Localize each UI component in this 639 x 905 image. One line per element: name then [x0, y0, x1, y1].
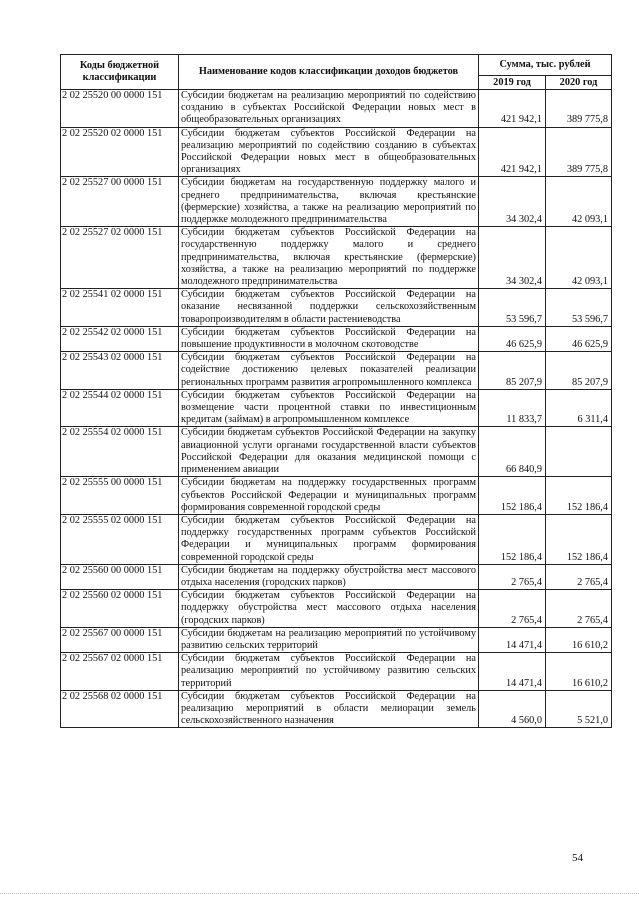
row-name: Субсидии бюджетам на реализацию мероприятий по устойчивому развитию сельских территорий: [179, 627, 479, 652]
row-value-2019: 53 596,7: [479, 289, 546, 327]
header-year-2019: 2019 год: [479, 76, 546, 90]
header-codes: [61, 55, 179, 90]
row-value-2019: 85 207,9: [479, 352, 546, 390]
table-row: [61, 227, 612, 289]
row-value-2019: 11 833,7: [479, 389, 546, 427]
table-row: [61, 590, 612, 628]
row-value-2020: 152 186,4: [546, 477, 612, 515]
page-number: 54: [572, 852, 583, 864]
table-row: [61, 326, 612, 351]
budget-table-container: [60, 54, 611, 728]
row-name: Субсидии бюджетам субъектов Российской Федерации на поддержку государственных программ субъектов Российской Федерации и муниципальных программ формирования современной городской среды: [179, 514, 479, 564]
row-value-2019: 152 186,4: [479, 514, 546, 564]
row-name: Субсидии бюджетам субъектов Российской Федерации на содействие достижению целевых показателей реализации региональных программ развития агропромышленного комплекса: [179, 352, 479, 390]
table-row: [61, 177, 612, 227]
header-name: Наименование кодов классификации доходов бюджетов: [179, 55, 479, 90]
row-value-2020: 152 186,4: [546, 514, 612, 564]
row-code: 2 02 25560 02 0000 151: [61, 590, 179, 628]
row-name: Субсидии бюджетам на поддержку государственных программ субъектов Российской Федерации и муниципальных программ формирования современной городской среды: [179, 477, 479, 515]
row-code: 2 02 25541 02 0000 151: [61, 289, 179, 327]
row-name: Субсидии бюджетам на государственную поддержку малого и среднего предпринимательства, включая крестьянские (фермерские) хозяйства, а также на реализацию мероприятий по поддержке молодежного предпринимательства: [179, 177, 479, 227]
row-value-2020: 6 311,4: [546, 389, 612, 427]
table-row: [61, 477, 612, 515]
row-name: Субсидии бюджетам субъектов Российской Федерации на государственную поддержку малого и среднего предпринимательства, включая крестьянские (фермерские) хозяйства, а также на реализацию мероприятий по поддержке молодежного предпринимательства: [179, 227, 479, 289]
row-value-2019: 4 560,0: [479, 690, 546, 728]
row-code: 2 02 25567 02 0000 151: [61, 653, 179, 691]
header-codes-line2: классификации: [82, 72, 157, 83]
row-value-2020: 16 610,2: [546, 653, 612, 691]
row-name: Субсидии бюджетам на реализацию мероприятий по содействию созданию в субъектах Российской Федерации новых мест в общеобразовательных организациях: [179, 90, 479, 128]
row-value-2020: 42 093,1: [546, 177, 612, 227]
table-row: [61, 90, 612, 128]
row-code: 2 02 25560 00 0000 151: [61, 564, 179, 589]
row-name: Субсидии бюджетам субъектов Российской Федерации на возмещение части процентной ставки по инвестиционным кредитам (займам) в агропромышленном комплексе: [179, 389, 479, 427]
row-code: 2 02 25544 02 0000 151: [61, 389, 179, 427]
header-codes-line1: Коды бюджетной: [79, 60, 160, 71]
row-value-2020: 85 207,9: [546, 352, 612, 390]
row-name: Субсидии бюджетам на поддержку обустройства мест массового отдыха населения (городских парков): [179, 564, 479, 589]
row-code: 2 02 25555 02 0000 151: [61, 514, 179, 564]
header-sum: Сумма, тыс. рублей: [479, 55, 612, 76]
row-code: 2 02 25527 00 0000 151: [61, 177, 179, 227]
row-value-2020: [546, 427, 612, 477]
row-code: 2 02 25543 02 0000 151: [61, 352, 179, 390]
table-row: [61, 389, 612, 427]
row-code: 2 02 25542 02 0000 151: [61, 326, 179, 351]
row-code: 2 02 25527 02 0000 151: [61, 227, 179, 289]
row-value-2019: 2 765,4: [479, 564, 546, 589]
table-row: [61, 564, 612, 589]
row-name: Субсидии бюджетам субъектов Российской Федерации на оказание несвязанной поддержки сельскохозяйственным товаропроизводителям в области растениеводства: [179, 289, 479, 327]
row-value-2020: 389 775,8: [546, 90, 612, 128]
table-row: [61, 690, 612, 728]
row-value-2020: 53 596,7: [546, 289, 612, 327]
row-value-2020: 2 765,4: [546, 590, 612, 628]
row-code: 2 02 25520 00 0000 151: [61, 90, 179, 128]
row-value-2019: 14 471,4: [479, 627, 546, 652]
row-value-2019: 152 186,4: [479, 477, 546, 515]
table-row: [61, 427, 612, 477]
header-year-2020: 2020 год: [546, 76, 612, 90]
row-value-2019: 46 625,9: [479, 326, 546, 351]
row-value-2019: 14 471,4: [479, 653, 546, 691]
table-row: [61, 653, 612, 691]
row-name: Субсидии бюджетам субъектов Российской Федерации на закупку авиационной услуги органами государственной власти субъектов Российской Федерации для оказания медицинской помощи с применением авиации: [179, 427, 479, 477]
table-body: [61, 90, 612, 728]
row-name: Субсидии бюджетам субъектов Российской Федерации на повышение продуктивности в молочном скотоводстве: [179, 326, 479, 351]
row-value-2019: 34 302,4: [479, 177, 546, 227]
table-row: [61, 127, 612, 177]
row-value-2020: 42 093,1: [546, 227, 612, 289]
table-row: [61, 289, 612, 327]
row-value-2019: 34 302,4: [479, 227, 546, 289]
row-value-2019: 2 765,4: [479, 590, 546, 628]
row-value-2019: 66 840,9: [479, 427, 546, 477]
table-row: [61, 352, 612, 390]
row-value-2019: 421 942,1: [479, 127, 546, 177]
row-value-2020: 2 765,4: [546, 564, 612, 589]
row-value-2020: 46 625,9: [546, 326, 612, 351]
budget-classification-table: [60, 54, 612, 728]
row-code: 2 02 25567 00 0000 151: [61, 627, 179, 652]
row-code: 2 02 25555 00 0000 151: [61, 477, 179, 515]
scan-edge-line: [0, 893, 639, 894]
table-row: [61, 627, 612, 652]
row-code: 2 02 25554 02 0000 151: [61, 427, 179, 477]
row-value-2020: 16 610,2: [546, 627, 612, 652]
table-row: [61, 514, 612, 564]
row-value-2020: 5 521,0: [546, 690, 612, 728]
row-code: 2 02 25520 02 0000 151: [61, 127, 179, 177]
row-code: 2 02 25568 02 0000 151: [61, 690, 179, 728]
row-name: Субсидии бюджетам субъектов Российской Федерации на поддержку обустройства мест массового отдыха населения (городских парков): [179, 590, 479, 628]
row-value-2019: 421 942,1: [479, 90, 546, 128]
row-name: Субсидии бюджетам субъектов Российской Федерации на реализацию мероприятий по устойчивому развитию сельских территорий: [179, 653, 479, 691]
row-value-2020: 389 775,8: [546, 127, 612, 177]
row-name: Субсидии бюджетам субъектов Российской Федерации на реализацию мероприятий в области мелиорации земель сельскохозяйственного назначения: [179, 690, 479, 728]
row-name: Субсидии бюджетам субъектов Российской Федерации на реализацию мероприятий по содействию созданию в субъектах Российской Федерации новых мест в общеобразовательных организациях: [179, 127, 479, 177]
